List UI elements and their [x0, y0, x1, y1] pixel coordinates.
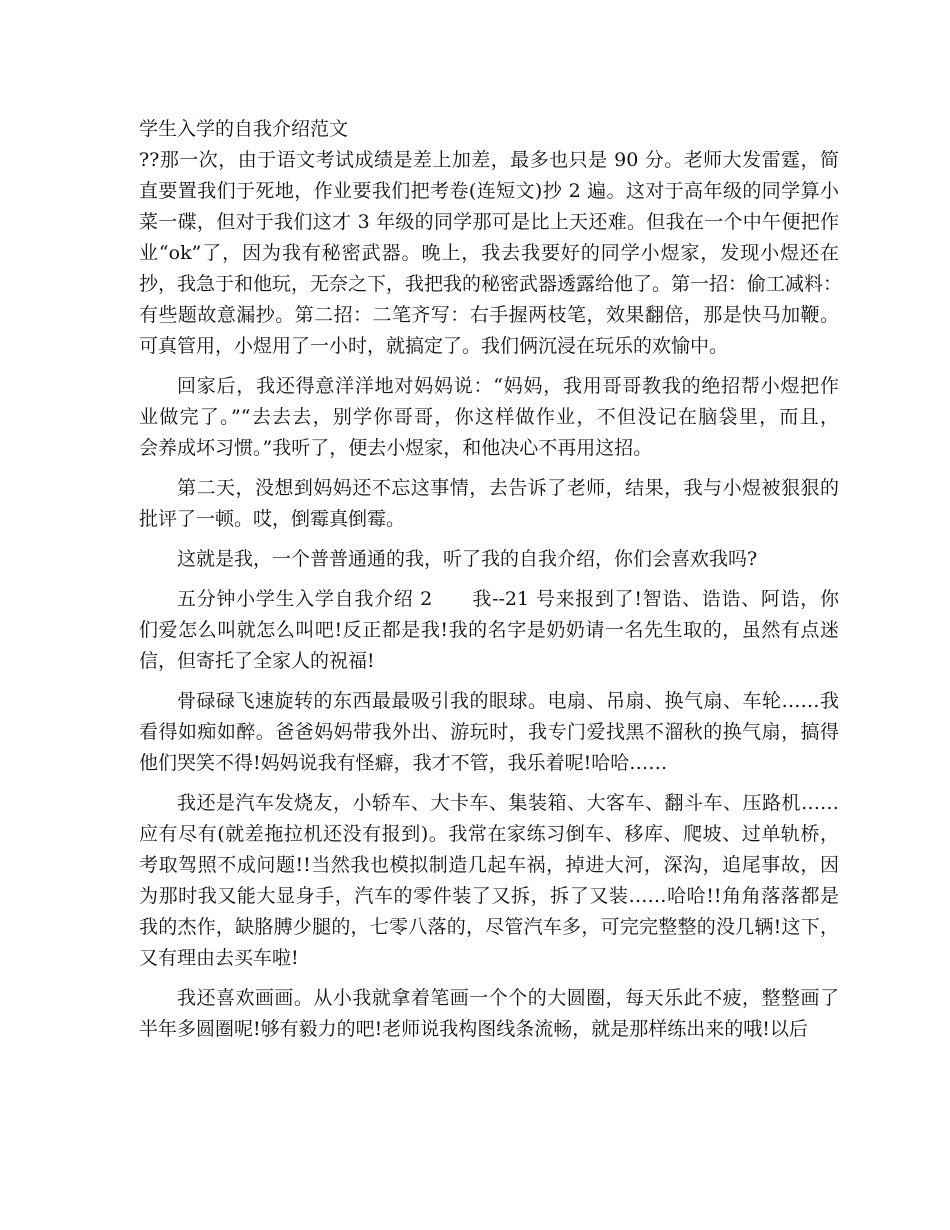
text-line: 业“ok”了，因为我有秘密武器。晚上，我去我要好的同学小煜家，发现小煜还在 [139, 242, 839, 264]
paragraph [139, 371, 839, 464]
text-line: 我还喜欢画画。从小我就拿着笔画一个个的大圆圈，每天乐此不疲，整整画了 [177, 987, 839, 1009]
text-line: 们爱怎么叫就怎么叫吧!反正都是我!我的名字是奶奶请一名先生取的，虽然有点迷 [139, 619, 839, 641]
text-line: 可真管用，小煜用了一小时，就搞定了。我们俩沉浸在玩乐的欢愉中。 [139, 335, 729, 357]
paragraph [139, 983, 839, 1045]
text-line: 回家后，我还得意洋洋地对妈妈说：“妈妈，我用哥哥教我的绝招帮小煜把作 [177, 375, 839, 397]
text-line: 为那时我又能大显身手，汽车的零件装了又拆，拆了又装……哈哈!!角角落落都是 [139, 885, 839, 907]
paragraph-gap [139, 362, 839, 371]
document-title: 学生入学的自我介绍范文 [139, 118, 349, 140]
text-line: 抄，我急于和他玩，无奈之下，我把我的秘密武器透露给他了。第一招：偷工减料： [139, 273, 843, 295]
text-line: 业做完了。”“去去去，别学你哥哥，你这样做作业，不但没记在脑袋里，而且， [139, 406, 839, 428]
paragraph-gap [139, 677, 839, 686]
text-line: 这就是我，一个普普通通的我，听了我的自我介绍，你们会喜欢我吗? [177, 548, 758, 570]
paragraph [139, 145, 843, 362]
text-line: 五分钟小学生入学自我介绍 2 我--21 号来报到了!智诰、诰诰、阿诰，你 [177, 588, 839, 610]
paragraph-gap [139, 779, 839, 788]
text-line: 看得如痴如醉。爸爸妈妈带我外出、游玩时，我专门爱找黑不溜秋的换气扇，搞得 [139, 721, 839, 743]
paragraph-gap [139, 464, 839, 473]
text-line: 我还是汽车发烧友，小轿车、大卡车、集装箱、大客车、翻斗车、压路机…… [177, 792, 839, 814]
paragraph [139, 686, 839, 779]
text-line: 批评了一顿。哎，倒霉真倒霉。 [139, 508, 406, 530]
text-line: 骨碌碌飞速旋转的东西最最吸引我的眼球。电扇、吊扇、换气扇、车轮……我 [177, 690, 839, 712]
text-line: 考取驾照不成问题!!当然我也模拟制造几起车祸，掉进大河，深沟，追尾事故，因 [139, 854, 839, 876]
text-line: 半年多圆圈呢!够有毅力的吧!老师说我构图线条流畅，就是那样练出来的哦!以后 [139, 1018, 808, 1040]
paragraph-gap [139, 575, 839, 584]
text-line: 有些题故意漏抄。第二招：二笔齐写：右手握两枝笔，效果翻倍，那是快马加鞭。 [139, 304, 839, 326]
text-line: 第二天，没想到妈妈还不忘这事情，去告诉了老师，结果，我与小煜被狠狠的 [177, 477, 839, 499]
text-line: 应有尽有(就差拖拉机还没有报到)。我常在家练习倒车、移库、爬坡、过单轨桥， [139, 823, 839, 845]
text-line: ??那一次，由于语文考试成绩是差上加差，最多也只是 90 分。老师大发雷霆，简 [139, 149, 839, 171]
text-line: 直要置我们于死地，作业要我们把考卷(连短文)抄 2 遍。这对于高年级的同学算小 [139, 180, 839, 202]
paragraph-gap [139, 535, 839, 544]
paragraph-gap [139, 974, 839, 983]
text-line: 菜一碟，但对于我们这才 3 年级的同学那可是比上天还难。但我在一个中午便把作 [139, 211, 839, 233]
document-body [139, 114, 843, 1045]
text-line: 他们哭笑不得!妈妈说我有怪癖，我才不管，我乐着呢!哈哈…… [139, 752, 668, 774]
text-line: 又有理由去买车啦! [139, 947, 299, 969]
text-line: 信，但寄托了全家人的祝福! [139, 650, 375, 672]
text-line: 我的杰作，缺胳膊少腿的，七零八落的，尽管汽车多，可完完整整的没几辆!这下， [139, 916, 839, 938]
paragraph [139, 544, 839, 575]
paragraph [139, 584, 839, 677]
paragraph [139, 473, 839, 535]
paragraph [139, 788, 839, 974]
text-line: 会养成坏习惯。”我听了，便去小煜家，和他决心不再用这招。 [139, 437, 653, 459]
